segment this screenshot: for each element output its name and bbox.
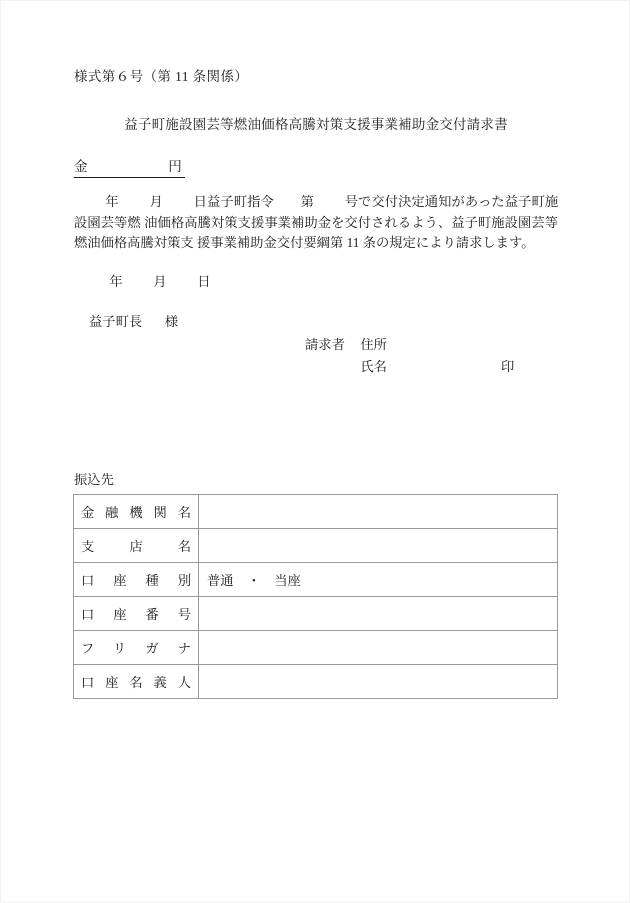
row-label-branch-name: 支店名 — [74, 529, 199, 563]
row-label-account-holder: 口座名義人 — [74, 665, 199, 699]
body-order-label: 日益子町指令 — [193, 194, 274, 209]
table-row — [74, 597, 558, 631]
row-label-account-number: 口座番号 — [74, 597, 199, 631]
body-year-label: 年 — [105, 194, 119, 209]
row-label-furigana: フリガナ — [74, 631, 199, 665]
body-number-label: 第 — [300, 194, 314, 209]
body-line3: 援事業補助金交付要綱第 11 条の規定により請求します。 — [197, 235, 535, 251]
date-day-label: 日 — [197, 274, 211, 289]
submission-date-line — [74, 271, 211, 290]
account-type-option-current[interactable]: 当座 — [274, 573, 301, 588]
requester-label: 請求者 — [305, 337, 345, 352]
bank-section-label: 振込先 — [74, 472, 114, 487]
document-sheet — [1, 1, 630, 903]
amount-prefix-label: 金 — [74, 159, 88, 174]
row-label-financial-institution: 金融機関名 — [74, 495, 199, 529]
requester-name-line — [305, 356, 515, 378]
form-number-header: 様式第６号（第 11 条関係） — [74, 69, 249, 84]
bank-details-table — [73, 494, 558, 699]
body-line2: 油価格高騰対策支援事業補助金を交付されるよう、益子町施設園芸等燃油価格高騰対策支 — [74, 214, 559, 251]
table-row — [74, 563, 558, 597]
requester-address-label: 住所 — [360, 337, 387, 352]
table-row — [74, 495, 558, 529]
seal-stamp-marker: 印 — [501, 359, 515, 374]
amount-unit-label: 円 — [168, 159, 182, 174]
requester-name-label: 氏名 — [360, 359, 387, 374]
body-paragraph — [74, 192, 558, 254]
addressee-name: 益子町長 — [89, 314, 143, 329]
row-value-furigana[interactable] — [199, 631, 558, 665]
document-title: 益子町施設園芸等燃油価格高騰対策支援事業補助金交付請求書 — [124, 117, 508, 132]
date-year-label: 年 — [109, 274, 123, 289]
table-row — [74, 529, 558, 563]
requester-address-line — [305, 334, 390, 356]
requester-block — [305, 334, 515, 378]
row-value-account-type — [199, 563, 558, 597]
row-value-branch-name[interactable] — [199, 529, 558, 563]
amount-row — [74, 155, 185, 178]
date-month-label: 月 — [153, 274, 167, 289]
addressee-honorific: 様 — [164, 314, 179, 329]
addressee-line — [89, 311, 178, 330]
body-line1-tail: 号で交付決定通知があった益子町施設園芸等燃 — [74, 194, 559, 230]
account-type-option-ordinary[interactable]: 普通 — [207, 573, 234, 588]
table-row — [74, 665, 558, 699]
table-row — [74, 631, 558, 665]
body-month-label: 月 — [149, 194, 163, 209]
row-label-account-type: 口座種別 — [74, 563, 199, 597]
amount-underline-group — [74, 155, 185, 178]
account-type-separator: ・ — [247, 573, 261, 588]
row-value-account-number[interactable] — [199, 597, 558, 631]
row-value-account-holder[interactable] — [199, 665, 558, 699]
row-value-financial-institution[interactable] — [199, 495, 558, 529]
